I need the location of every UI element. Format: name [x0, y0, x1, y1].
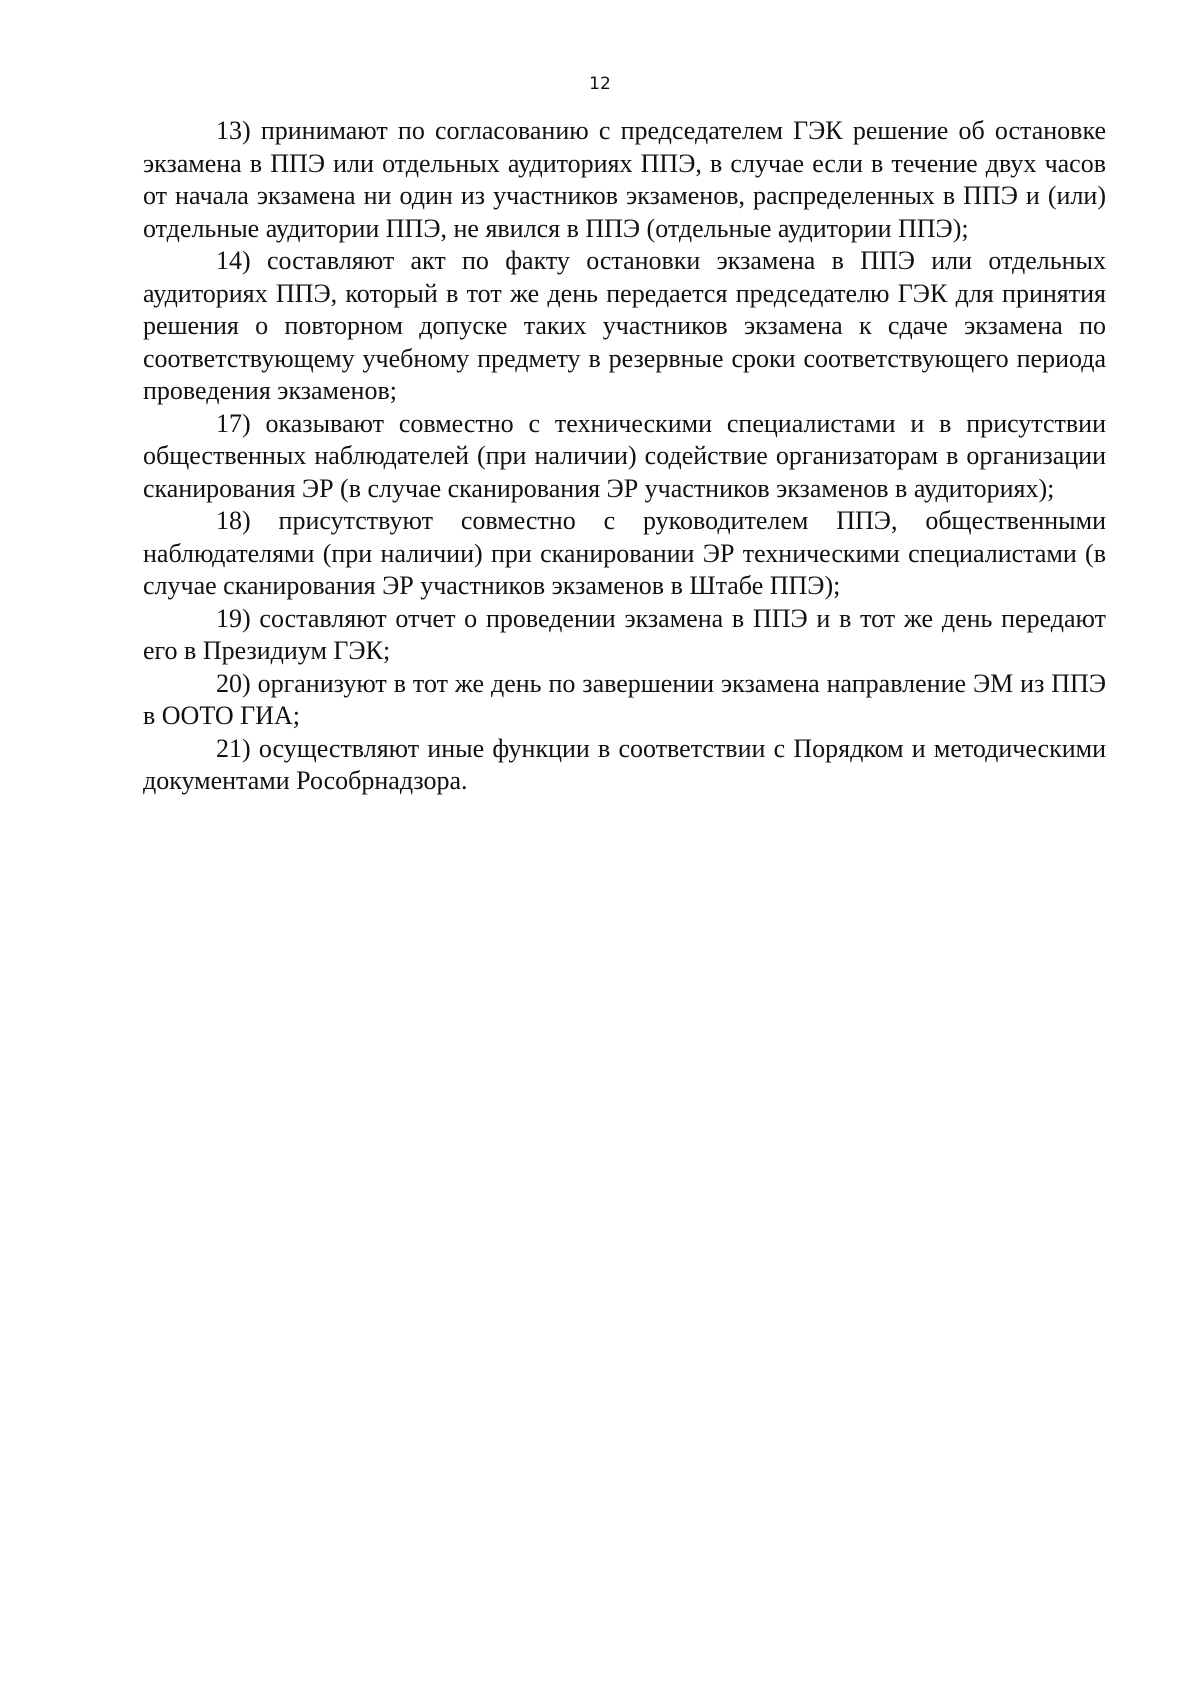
document-body: [143, 115, 1106, 798]
paragraph-item-21: 21) осуществляют иные функции в соответствии с Порядком и методическими документами Рособрнадзора.: [143, 733, 1106, 795]
paragraph-item-13: 13) принимают по согласованию с председателем ГЭК решение об остановке экзамена в ППЭ или отдельных аудиториях ППЭ, в случае если в течение двух часов от начала экзамена ни один из участников экзаменов, распределенных в ППЭ и (или) отдельные аудитории ППЭ, не явился в ППЭ (отдельные аудитории ППЭ);: [143, 116, 1106, 243]
paragraph-item-18: 18) присутствуют совместно с руководителем ППЭ, общественными наблюдателями (при наличии) при сканировании ЭР техническими специалистами (в случае сканирования ЭР участников экзаменов в Штабе ППЭ);: [143, 506, 1106, 600]
paragraph-item-19: 19) составляют отчет о проведении экзамена в ППЭ и в тот же день передают его в Президиум ГЭК;: [143, 603, 1106, 665]
page-number: 12: [589, 74, 611, 94]
paragraph-item-17: 17) оказывают совместно с техническими специалистами и в присутствии общественных наблюдателей (при наличии) содействие организаторам в организации сканирования ЭР (в случае сканирования ЭР участников экзаменов в аудиториях);: [143, 408, 1106, 503]
paragraph-item-14: 14) составляют акт по факту остановки экзамена в ППЭ или отдельных аудиториях ППЭ, который в тот же день передается председателю ГЭК для принятия решения о повторном допуске таких участников экзамена к сдаче экзамена по соответствующему учебному предмету в резервные сроки соответствующего периода проведения экзаменов;: [143, 246, 1106, 405]
paragraph-item-20: 20) организуют в тот же день по завершении экзамена направление ЭМ из ППЭ в ООТО ГИА;: [143, 668, 1106, 730]
